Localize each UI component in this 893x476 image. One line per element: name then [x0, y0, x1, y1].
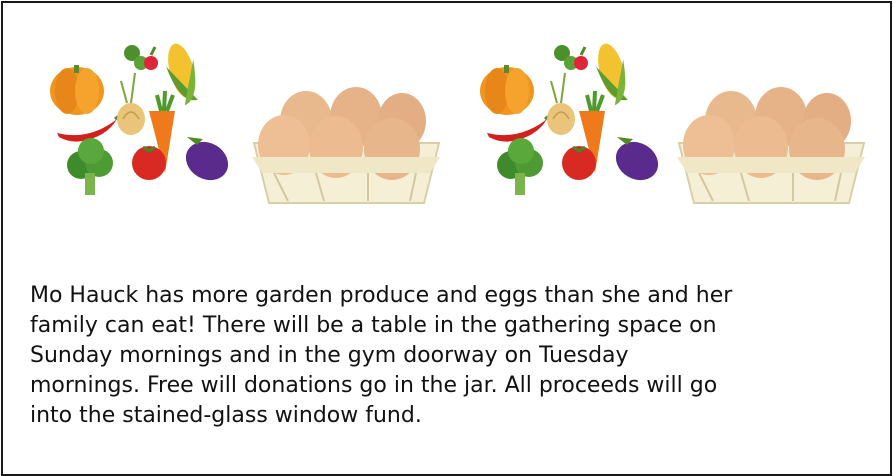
notice-text: [30, 281, 875, 431]
egg-carton-icon: [669, 73, 874, 208]
egg-carton-icon: [244, 73, 449, 208]
notice-line: family can eat! There will be a table in the gathering space on: [30, 313, 717, 338]
vegetables-icon: [39, 33, 239, 203]
notice-line: mornings. Free will donations go in the jar. All proceeds will go: [30, 373, 718, 398]
notice-frame: [1, 1, 892, 476]
notice-line: Mo Hauck has more garden produce and eggs than she and her: [30, 283, 733, 308]
illustration-row: [39, 33, 869, 213]
notice-line: Sunday mornings and in the gym doorway on Tuesday: [30, 343, 629, 368]
notice-line: into the stained-glass window fund.: [30, 403, 422, 428]
vegetables-icon: [469, 33, 669, 203]
